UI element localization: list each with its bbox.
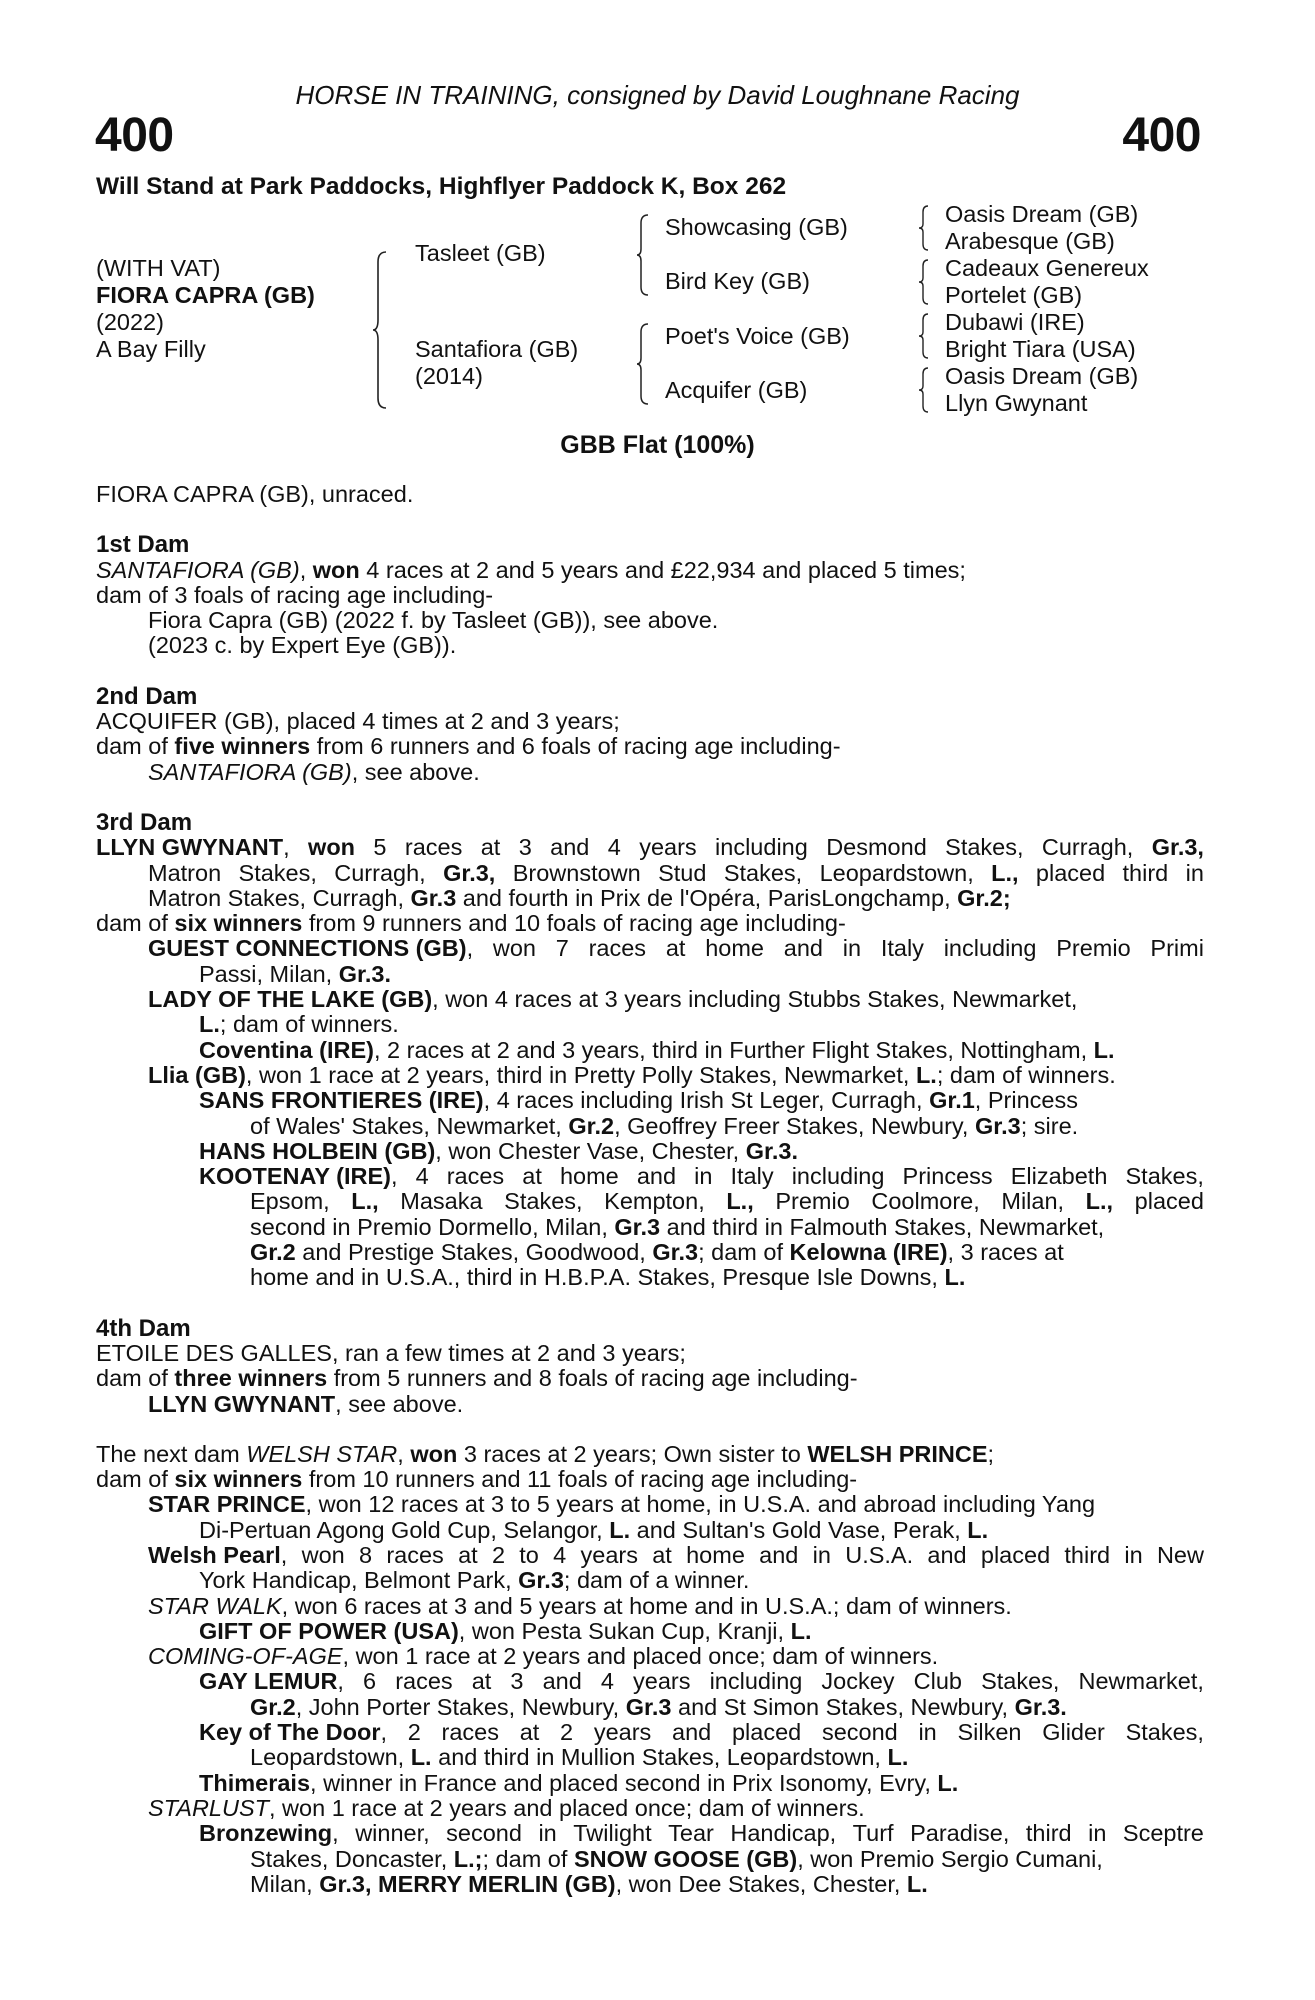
dam-dam: Acquifer (GB)	[665, 377, 808, 403]
third-dam-line-1: LLYN GWYNANT, won 5 races at 3 and 4 years including Desmond Stakes, Curragh, Gr.3,	[96, 834, 1204, 861]
gbb-rating: GBB Flat (100%)	[560, 431, 755, 459]
ancestor-6: Bright Tiara (USA)	[945, 336, 1136, 362]
third-dam-line-4: dam of six winners from 9 runners and 10 foals of racing age including-	[96, 910, 846, 937]
second-dam-title: 2nd Dam	[96, 682, 198, 710]
pedigree-brace-dam	[636, 322, 650, 406]
dam-sire: Poet's Voice (GB)	[665, 323, 850, 349]
horse-name: FIORA CAPRA (GB)	[96, 282, 315, 308]
kootenay-line-5: home and in U.S.A., third in H.B.P.A. Stakes, Presque Isle Downs, L.	[250, 1264, 966, 1291]
fourth-dam-line-2: dam of three winners from 5 runners and 8 foals of racing age including-	[96, 1365, 858, 1392]
pedigree-brace-g2	[918, 258, 930, 306]
sire-sire: Showcasing (GB)	[665, 214, 848, 240]
coventina-line: Coventina (IRE), 2 races at 2 and 3 years, third in Further Flight Stakes, Nottingham, L.	[199, 1036, 1115, 1063]
llia-line: Llia (GB), won 1 race at 2 years, third in Pretty Polly Stakes, Newmarket, L.; dam of winners.	[148, 1061, 1116, 1088]
kootenay-line-4: Gr.2 and Prestige Stakes, Goodwood, Gr.3; dam of Kelowna (IRE), 3 races at	[250, 1239, 1064, 1266]
hans-holbein-line: HANS HOLBEIN (GB), won Chester Vase, Chester, Gr.3.	[199, 1137, 798, 1164]
first-dam-title: 1st Dam	[96, 531, 190, 559]
horse-description: A Bay Filly	[96, 336, 206, 362]
welsh-pearl-line-1: Welsh Pearl, won 8 races at 2 to 4 years at home and in U.S.A. and placed third in New	[148, 1541, 1204, 1568]
second-dam-line-1: ACQUIFER (GB), placed 4 times at 2 and 3 years;	[96, 708, 620, 735]
dam-year: (2014)	[415, 363, 483, 389]
kootenay-line-2: Epsom, L., Masaka Stakes, Kempton, L., Premio Coolmore, Milan, L., placed	[250, 1188, 1204, 1215]
sire-dam: Bird Key (GB)	[665, 268, 810, 294]
lady-of-the-lake-line-2: L.; dam of winners.	[199, 1011, 399, 1038]
sire: Tasleet (GB)	[415, 240, 546, 266]
pedigree-brace-g4	[918, 366, 930, 414]
lady-of-the-lake-line-1: LADY OF THE LAKE (GB), won 4 races at 3 years including Stubbs Stakes, Newmarket,	[148, 986, 1078, 1013]
stand-location: Will Stand at Park Paddocks, Highflyer Paddock K, Box 262	[96, 173, 787, 200]
foaled-year: (2022)	[96, 309, 164, 335]
star-prince-line-1: STAR PRINCE, won 12 races at 3 to 5 years at home, in U.S.A. and abroad including Yang	[148, 1491, 1096, 1518]
thimerais-line: Thimerais, winner in France and placed second in Prix Isonomy, Evry, L.	[199, 1769, 959, 1796]
ancestor-4: Portelet (GB)	[945, 282, 1083, 308]
fourth-dam-title: 4th Dam	[96, 1314, 191, 1342]
star-prince-line-2: Di-Pertuan Agong Gold Cup, Selangor, L. and Sultan's Gold Vase, Perak, L.	[199, 1516, 989, 1543]
third-dam-line-2: Matron Stakes, Curragh, Gr.3, Brownstown Stud Stakes, Leopardstown, L., placed third in	[148, 859, 1204, 886]
guest-connections-line-2: Passi, Milan, Gr.3.	[199, 960, 392, 987]
pedigree-brace-main	[372, 250, 388, 410]
first-dam-line-2: dam of 3 foals of racing age including-	[96, 581, 494, 608]
lot-number-right: 400	[1122, 109, 1201, 162]
ancestor-2: Arabesque (GB)	[945, 228, 1115, 254]
sans-frontieres-line-1: SANS FRONTIERES (IRE), 4 races including Irish St Leger, Curragh, Gr.1, Princess	[199, 1087, 1078, 1114]
first-dam-line-4: (2023 c. by Expert Eye (GB)).	[148, 632, 457, 659]
ancestor-8: Llyn Gwynant	[945, 390, 1088, 416]
dam: Santafiora (GB)	[415, 336, 579, 362]
key-of-the-door-line-2: Leopardstown, L. and third in Mullion Stakes, Leopardstown, L.	[250, 1744, 909, 1771]
fourth-dam-line-1: ETOILE DES GALLES, ran a few times at 2 and 3 years;	[96, 1339, 686, 1366]
bronzewing-line-1: Bronzewing, winner, second in Twilight Tear Handicap, Turf Paradise, third in Sceptre	[199, 1820, 1204, 1847]
third-dam-title: 3rd Dam	[96, 808, 193, 836]
first-dam-line-3: Fiora Capra (GB) (2022 f. by Tasleet (GB)), see above.	[148, 607, 719, 634]
ancestor-1: Oasis Dream (GB)	[945, 201, 1139, 227]
third-dam-line-3: Matron Stakes, Curragh, Gr.3 and fourth in Prix de l'Opéra, ParisLongchamp, Gr.2;	[148, 884, 1011, 911]
ancestor-7: Oasis Dream (GB)	[945, 363, 1139, 389]
second-dam-line-3: SANTAFIORA (GB), see above.	[148, 758, 480, 785]
intro-line: FIORA CAPRA (GB), unraced.	[96, 481, 414, 507]
welsh-pearl-line-2: York Handicap, Belmont Park, Gr.3; dam of a winner.	[199, 1567, 750, 1594]
gay-lemur-line-2: Gr.2, John Porter Stakes, Newbury, Gr.3 and St Simon Stakes, Newbury, Gr.3.	[250, 1693, 1067, 1720]
kootenay-line-3: second in Premio Dormello, Milan, Gr.3 and third in Falmouth Stakes, Newmarket,	[250, 1213, 1105, 1240]
starlust-line: STARLUST, won 1 race at 2 years and placed once; dam of winners.	[148, 1794, 865, 1821]
guest-connections-line-1: GUEST CONNECTIONS (GB), won 7 races at home and in Italy including Premio Primi	[148, 935, 1204, 962]
bronzewing-line-2: Stakes, Doncaster, L.;; dam of SNOW GOOSE (GB), won Premio Sergio Cumani,	[250, 1845, 1103, 1872]
gay-lemur-line-1: GAY LEMUR, 6 races at 3 and 4 years including Jockey Club Stakes, Newmarket,	[199, 1668, 1204, 1695]
coming-of-age-line: COMING-OF-AGE, won 1 race at 2 years and placed once; dam of winners.	[148, 1643, 939, 1670]
fourth-dam-line-3: LLYN GWYNANT, see above.	[148, 1390, 464, 1417]
lot-number-left: 400	[95, 109, 174, 162]
catalogue-body	[96, 482, 1204, 1897]
bronzewing-line-3: Milan, Gr.3, MERRY MERLIN (GB), won Dee Stakes, Chester, L.	[250, 1870, 928, 1897]
ancestor-5: Dubawi (IRE)	[945, 309, 1085, 335]
next-dam-line-1: The next dam WELSH STAR, won 3 races at 2 years; Own sister to WELSH PRINCE;	[96, 1440, 995, 1467]
vat-note: (WITH VAT)	[96, 255, 221, 281]
next-dam-line-2: dam of six winners from 10 runners and 11 foals of racing age including-	[96, 1466, 858, 1493]
pedigree-brace-g3	[918, 312, 930, 360]
sans-frontieres-line-2: of Wales' Stakes, Newmarket, Gr.2, Geoffrey Freer Stakes, Newbury, Gr.3; sire.	[250, 1112, 1079, 1139]
kootenay-line-1: KOOTENAY (IRE), 4 races at home and in Italy including Princess Elizabeth Stakes,	[199, 1163, 1204, 1190]
key-of-the-door-line-1: Key of The Door, 2 races at 2 years and placed second in Silken Glider Stakes,	[199, 1719, 1204, 1746]
ancestor-3: Cadeaux Genereux	[945, 255, 1149, 281]
catalogue-heading: HORSE IN TRAINING, consigned by David Loughnane Racing	[295, 80, 1020, 110]
pedigree-brace-g1	[918, 204, 930, 252]
star-walk-line: STAR WALK, won 6 races at 3 and 5 years at home and in U.S.A.; dam of winners.	[148, 1592, 1012, 1619]
gift-of-power-line: GIFT OF POWER (USA), won Pesta Sukan Cup, Kranji, L.	[199, 1617, 812, 1644]
pedigree-brace-sire	[636, 213, 650, 297]
second-dam-line-2: dam of five winners from 6 runners and 6 foals of racing age including-	[96, 733, 841, 760]
first-dam-line-1: SANTAFIORA (GB), won 4 races at 2 and 5 years and £22,934 and placed 5 times;	[96, 556, 966, 583]
